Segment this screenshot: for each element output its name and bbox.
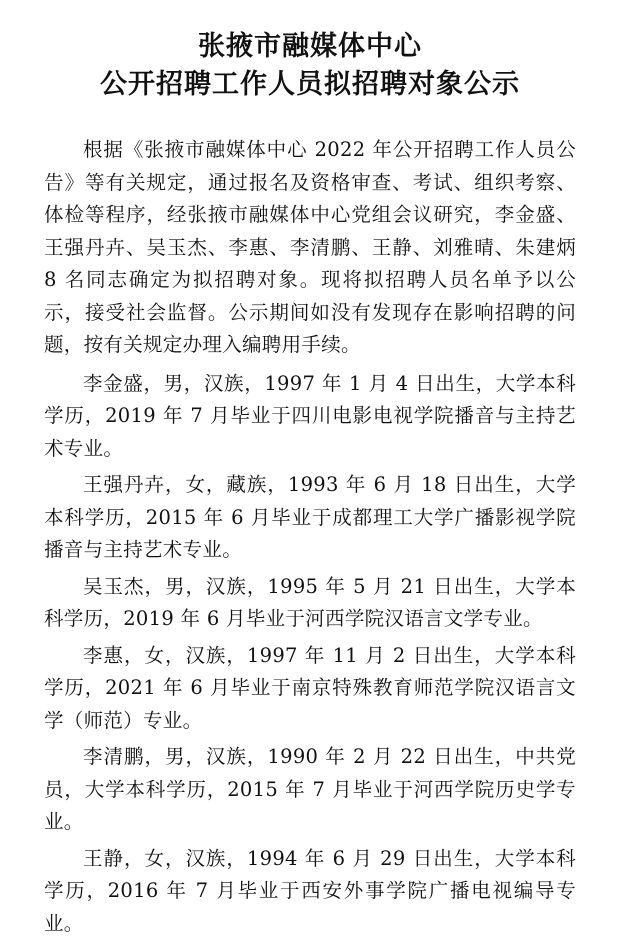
title-line-1: 张掖市融媒体中心	[44, 28, 576, 66]
candidate-paragraph-li-jinsheng: 李金盛，男，汉族，1997 年 1 月 4 日出生，大学本科学历，2019 年 7 月毕业于四川电影电视学院播音与主持艺术专业。	[44, 368, 576, 466]
candidate-paragraph-li-qingpeng: 李清鹏，男，汉族，1990 年 2 月 22 日出生，中共党员，大学本科学历，2015 年 7 月毕业于河西学院历史学专业。	[44, 741, 576, 839]
candidate-paragraph-li-hui: 李惠，女，汉族，1997 年 11 月 2 日出生，大学本科学历，2021 年 6 月毕业于南京特殊教育师范学院汉语言文学（师范）专业。	[44, 640, 576, 738]
title-block	[44, 28, 576, 104]
candidate-paragraph-wu-yujie: 吴玉杰，男，汉族，1995 年 5 月 21 日出生，大学本科学历，2019 年 6 月毕业于河西学院汉语言文学专业。	[44, 571, 576, 636]
candidate-paragraph-wangqiang-danhui: 王强丹卉，女，藏族，1993 年 6 月 18 日出生，大学本科学历，2015 年 6 月毕业于成都理工大学广播影视学院播音与主持艺术专业。	[44, 469, 576, 567]
intro-paragraph: 根据《张掖市融媒体中心 2022 年公开招聘工作人员公告》等有关规定，通过报名及资格审查、考试、组织考察、体检等程序，经张掖市融媒体中心党组会议研究，李金盛、王强丹卉、吴玉杰、李惠、李清鹏、王静、刘雅晴、朱建炳 8 名同志确定为拟招聘对象。现将拟招聘人员名单予以公示，接受社会监督。公示期间如没有发现存在影响招聘的问题，按有关规定办理入编聘用手续。	[44, 134, 576, 362]
title-line-2: 公开招聘工作人员拟招聘对象公示	[44, 66, 576, 104]
candidate-paragraph-wang-jing: 王静，女，汉族，1994 年 6 月 29 日出生，大学本科学历，2016 年 7 月毕业于西安外事学院广播电视编导专业。	[44, 843, 576, 940]
